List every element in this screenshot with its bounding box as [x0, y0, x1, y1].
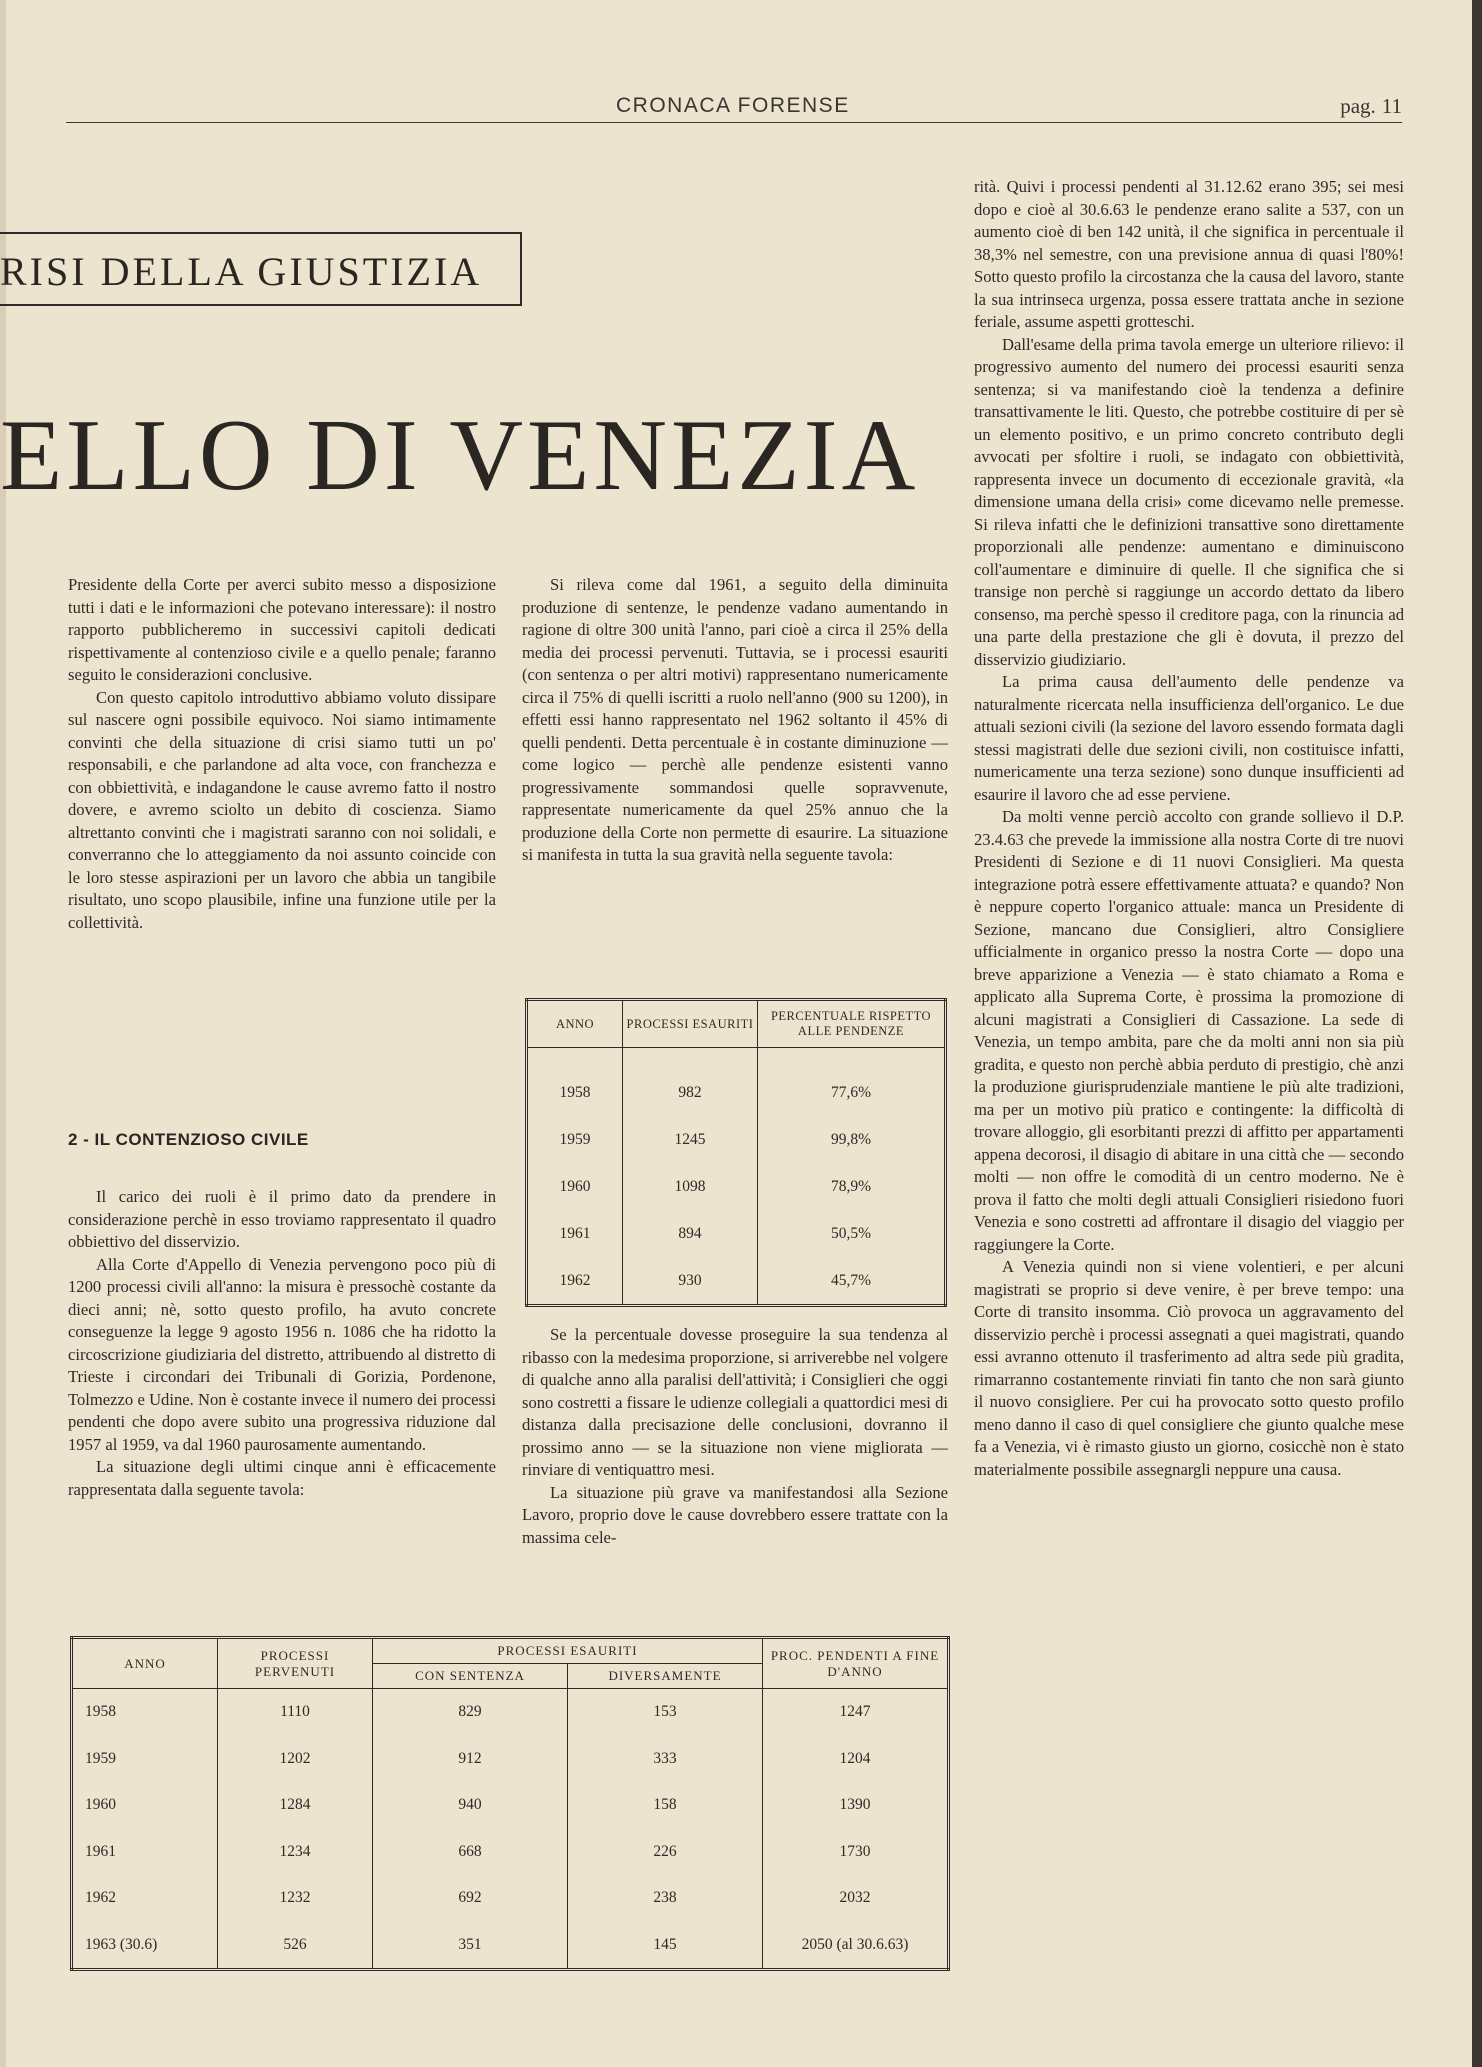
col-header: PROCESSI ESAURITI: [623, 1000, 758, 1048]
cell-anno: 1958: [72, 1689, 218, 1736]
cell-percentuale: 77,6%: [830, 1083, 872, 1101]
table-row: [527, 1163, 946, 1210]
cell-con-sentenza: 912: [373, 1736, 568, 1783]
cell-percentuale: 78,9%: [830, 1177, 872, 1195]
cell-pervenuti: 1110: [218, 1689, 373, 1736]
cell-anno: 1962: [72, 1875, 218, 1922]
paragraph: Il carico dei ruoli è il primo dato da prendere in considerazione perchè in esso troviamo rappresentato il quadro obbiettivo del disservizio.: [68, 1187, 496, 1251]
paragraph: Se la percentuale dovesse proseguire la sua tendenza al ribasso con la medesima proporzione, si arriverebbe nel volgere di qualche anno alla paralisi dell'attività; i Consiglieri che oggi sono costretti a fissare le udienze collegiali a quattordici mesi di distanza dalla precisazione delle conclusioni, dovranno il prossimo anno — se la situazione non viene migliorata — rinviare di ventiquattro mesi.: [522, 1325, 948, 1479]
cell-esauriti: 1098: [623, 1163, 758, 1210]
cell-percentuale: 50,5%: [830, 1224, 872, 1242]
cell-esauriti: 982: [623, 1048, 758, 1117]
cell-anno: 1963 (30.6): [72, 1922, 218, 1970]
cell-con-sentenza: 692: [373, 1875, 568, 1922]
running-header: [66, 92, 1402, 123]
column-2-lower: [522, 1324, 948, 1549]
cell-percentuale: 99,8%: [830, 1130, 872, 1148]
cell-anno: 1959: [72, 1736, 218, 1783]
page-edge-dark: [1472, 0, 1482, 2067]
cell-pendenti: 1390: [839, 1796, 871, 1814]
page-number: pag. 11: [1340, 94, 1402, 118]
cell-pendenti: 2032: [839, 1889, 871, 1907]
section-heading: 2 - IL CONTENZIOSO CIVILE: [68, 1130, 309, 1149]
journal-title: CRONACA FORENSE: [616, 94, 850, 117]
paragraph: Dall'esame della prima tavola emerge un ulteriore rilievo: il progressivo aumento del numero dei processi esauriti senza sentenza; si va manifestando cioè la tendenza a definire transattivamente le liti. Questo, che potrebbe costituire di per sè un elemento positivo, e un primo concreto contributo degli avvocati per sfoltire i ruoli, se indagato con obbiettività, rappresenta invece un documento di eccezionale gravità, «la dimensione umana della crisi» come dicevamo nelle premesse. Si rileva infatti che le definizioni transattive sono direttamente proporzionali alle pendenze: aumentano e diminuiscono coll'aumentare e diminuire di quelle. Il che significa che si transige non perchè si raggiunge un accordo dettato da libero consenso, ma perchè spesso il creditore paga, con la rinuncia ad una parte della prestazione che gli è dovuta, il prezzo del disservizio giudiziario.: [974, 334, 1404, 669]
cell-con-sentenza: 940: [373, 1782, 568, 1829]
cell-diversamente: 333: [568, 1736, 763, 1783]
cell-diversamente: 158: [568, 1782, 763, 1829]
column-2: [522, 574, 948, 867]
table-row: [527, 1116, 946, 1163]
cell-pervenuti: 1284: [218, 1782, 373, 1829]
table-row: [72, 1829, 949, 1876]
col-header: PROCESSI PERVENUTI: [218, 1638, 373, 1689]
cell-anno: 1962: [527, 1257, 623, 1306]
paragraph: La prima causa dell'aumento delle pendenze va naturalmente ricercata nella insufficienza dell'organico. Le due attuali sezioni civili (la sezione del lavoro essendo formata dagli stessi magistrati delle due sezioni civili, non costituisce infatti, numericamente una terza sezione) sono dunque insufficienti ad esaurire il lavoro che ad esse perviene.: [974, 672, 1404, 804]
cell-diversamente: 226: [568, 1829, 763, 1876]
table-row: [72, 1736, 949, 1783]
column-1-lower: [68, 1186, 496, 1501]
cell-pervenuti: 1232: [218, 1875, 373, 1922]
table-row: [72, 1689, 949, 1736]
table-row: [72, 1922, 949, 1970]
paragraph: A Venezia quindi non si viene volentieri, e per alcuni magistrati se proprio si deve venire, è per breve tempo: una Corte di transito insomma. Ciò provoca un aggravamento del disservizio perchè i processi assegnati a quei magistrati, quando essi avranno ottenuto il trasferimento ad altra sede più gradita, rimarranno costantemente rinviati fin tanto che non sarà giunto il nuovo consigliere. Per cui ha provocato sotto questo profilo meno danno il caso di quel consigliere che giunto qualche mese fa a Venezia, vi è rimasto giusto un giorno, cosicchè non è stato materialmente possibile assegnargli neppure una causa.: [974, 1257, 1404, 1479]
cell-pendenti: 1730: [839, 1842, 871, 1860]
col-header: ANNO: [527, 1000, 623, 1048]
cell-anno: 1958: [527, 1048, 623, 1117]
col-header: PROC. PENDENTI A FINE D'ANNO: [763, 1638, 949, 1689]
cell-pervenuti: 526: [218, 1922, 373, 1970]
table-row: [527, 1210, 946, 1257]
series-kicker: RISI DELLA GIUSTIZIA: [0, 249, 483, 294]
paragraph: La situazione più grave va manifestandosi alla Sezione Lavoro, proprio dove le cause dovrebbero essere trattate con la massima cele-: [522, 1482, 948, 1547]
cell-anno: 1960: [527, 1163, 623, 1210]
cell-pervenuti: 1202: [218, 1736, 373, 1783]
page-edge-shadow: [0, 0, 6, 2067]
cell-esauriti: 894: [623, 1210, 758, 1257]
paragraph: Alla Corte d'Appello di Venezia pervengono poco più di 1200 processi civili all'anno: la misura è pressochè costante da dieci anni; nè, sotto questo profilo, ha avuto concrete conseguenze la legge 9 agosto 1956 n. 1086 che ha ridotto la circoscrizione giudiziaria del distretto, attribuendo al distretto di Trieste i circondari dei Tribunali di Gorizia, Pordenone, Tolmezzo e Udine. Non è costante invece il numero dei processi pendenti che dopo avere subito una progressiva riduzione dal 1957 al 1959, va dal 1960 paurosamente aumentando.: [68, 1254, 496, 1454]
cell-pendenti: 2050 (al 30.6.63): [801, 1935, 909, 1953]
cell-anno: 1961: [527, 1210, 623, 1257]
table-header-row: [72, 1638, 949, 1664]
cell-con-sentenza: 668: [373, 1829, 568, 1876]
cell-esauriti: 930: [623, 1257, 758, 1306]
table-row: [72, 1782, 949, 1829]
table-processi-civili: [70, 1636, 950, 1971]
table-row: [527, 1257, 946, 1306]
cell-con-sentenza: 829: [373, 1689, 568, 1736]
cell-anno: 1960: [72, 1782, 218, 1829]
col-header-group: PROCESSI ESAURITI: [373, 1638, 763, 1664]
column-1: [68, 574, 496, 934]
cell-diversamente: 145: [568, 1922, 763, 1970]
cell-anno: 1961: [72, 1829, 218, 1876]
cell-percentuale: 45,7%: [830, 1271, 872, 1289]
table-percentuali: [525, 998, 947, 1307]
article-headline: ELLO DI VENEZIA: [0, 399, 920, 512]
cell-esauriti: 1245: [623, 1116, 758, 1163]
paragraph: La situazione degli ultimi cinque anni è efficacemente rappresentata dalla seguente tavola:: [68, 1457, 496, 1499]
paragraph: Con questo capitolo introduttivo abbiamo voluto dissipare sul nascere ogni possibile equivoco. Noi siamo intimamente convinti che della situazione di crisi siamo tutti un po' responsabili, e che parlandone ad alta voce, con franchezza e con obbiettività, e indagandone le cause avremo fatto il nostro dovere, e avremo sciolto un debito di coscienza. Siamo altrettanto convinti che i magistrati saranno con noi solidali, e converranno che lo atteggiamento da noi assunto coincide con le loro stesse aspirazioni per un lavoro che abbia un tangibile risultato, uno scopo plausibile, infine una funzione utile per la collettività.: [68, 687, 496, 932]
cell-con-sentenza: 351: [373, 1922, 568, 1970]
table-header-row: [527, 1000, 946, 1048]
table-row: [527, 1048, 946, 1117]
cell-diversamente: 238: [568, 1875, 763, 1922]
paragraph: rità. Quivi i processi pendenti al 31.12.62 erano 395; sei mesi dopo e cioè al 30.6.63 le pendenze erano salite a 537, con un aumento cioè di ben 142 unità, il che significa in percentuale il 38,3% nel semestre, con una previsione annua di quasi l'80%! Sotto questo profilo la circostanza che la causa del lavoro, stante la sua intrinseca urgenza, possa essere trattata anche in sezione feriale, assume aspetti grotteschi.: [974, 177, 1404, 331]
cell-diversamente: 153: [568, 1689, 763, 1736]
paragraph: Da molti venne perciò accolto con grande sollievo il D.P. 23.4.63 che prevede la immissione alla nostra Corte di tre nuovi Presidenti di Sezione e di 11 nuovi Consiglieri. Ma questa integrazione potrà essere effettivamente attuata? e quando? Non è neppure coperto l'organico attuale: manca un Presidente di Sezione, mancano due Consiglieri, altro Consigliere ufficialmente in organico presso la nostra Corte — dopo una breve apparizione a Venezia — è stato chiamato a Roma e applicato alla Suprema Corte, è prossima la promozione di alcuni magistrati a Consiglieri di Cassazione. La sede di Venezia, un tempo ambita, pare che da molti anni non sia più gradita, e questo non perchè abbia perduto di prestigio, chè anzi la produzione giurisprudenziale mantiene le più alte tradizioni, ma per un motivo più pratico e contingente: la difficoltà di trovare alloggio, gli esorbitanti prezzi di affitto per appartamenti appena decorosi, il disagio di abitare in una città che — secondo molti — non offre le comodità di un centro moderno. Ne è prova il fatto che molti degli attuali Consiglieri risiedono fuori Venezia e sono costretti ad affrontare il disagio del viaggio per raggiungere la Corte.: [974, 807, 1404, 1254]
col-header: ANNO: [72, 1638, 218, 1689]
cell-pervenuti: 1234: [218, 1829, 373, 1876]
cell-anno: 1959: [527, 1116, 623, 1163]
table-row: [72, 1875, 949, 1922]
series-kicker-box: [0, 232, 522, 306]
cell-pendenti: 1204: [839, 1749, 871, 1767]
column-3: [974, 176, 1404, 1481]
cell-pendenti: 1247: [839, 1703, 871, 1721]
col-subheader: DIVERSAMENTE: [568, 1664, 763, 1689]
col-subheader: CON SENTENZA: [373, 1664, 568, 1689]
col-header: PERCENTUALE RISPETTO ALLE PENDENZE: [758, 1000, 946, 1048]
paragraph: Presidente della Corte per averci subito messo a disposizione tutti i dati e le informazioni che potevano interessare): il nostro rapporto pubblicheremo in successivi capitoli dedicati rispettivamente al contenzioso civile e a quello penale; faranno seguito le considerazioni conclusive.: [68, 575, 496, 684]
paragraph: Si rileva come dal 1961, a seguito della diminuita produzione di sentenze, le pendenze vadano aumentando in ragione di oltre 300 unità l'anno, pari cioè a circa il 25% della media dei processi pervenuti. Tuttavia, se i processi esauriti (con sentenza o per altri motivi) rappresentano numericamente circa il 75% di quelli iscritti a ruolo nell'anno (900 su 1200), in effetti essi hanno rappresentato nel 1962 soltanto il 45% di quelli pendenti. Detta percentuale è in costante diminuzione — come logico — perchè alle pendenze esistenti vanno progressivamente sommandosi quelle sopravvenute, rappresentate numericamente da quel 25% annuo che la produzione della Corte non permette di esaurire. La situazione si manifesta in tutta la sua gravità nella seguente tavola:: [522, 575, 948, 864]
